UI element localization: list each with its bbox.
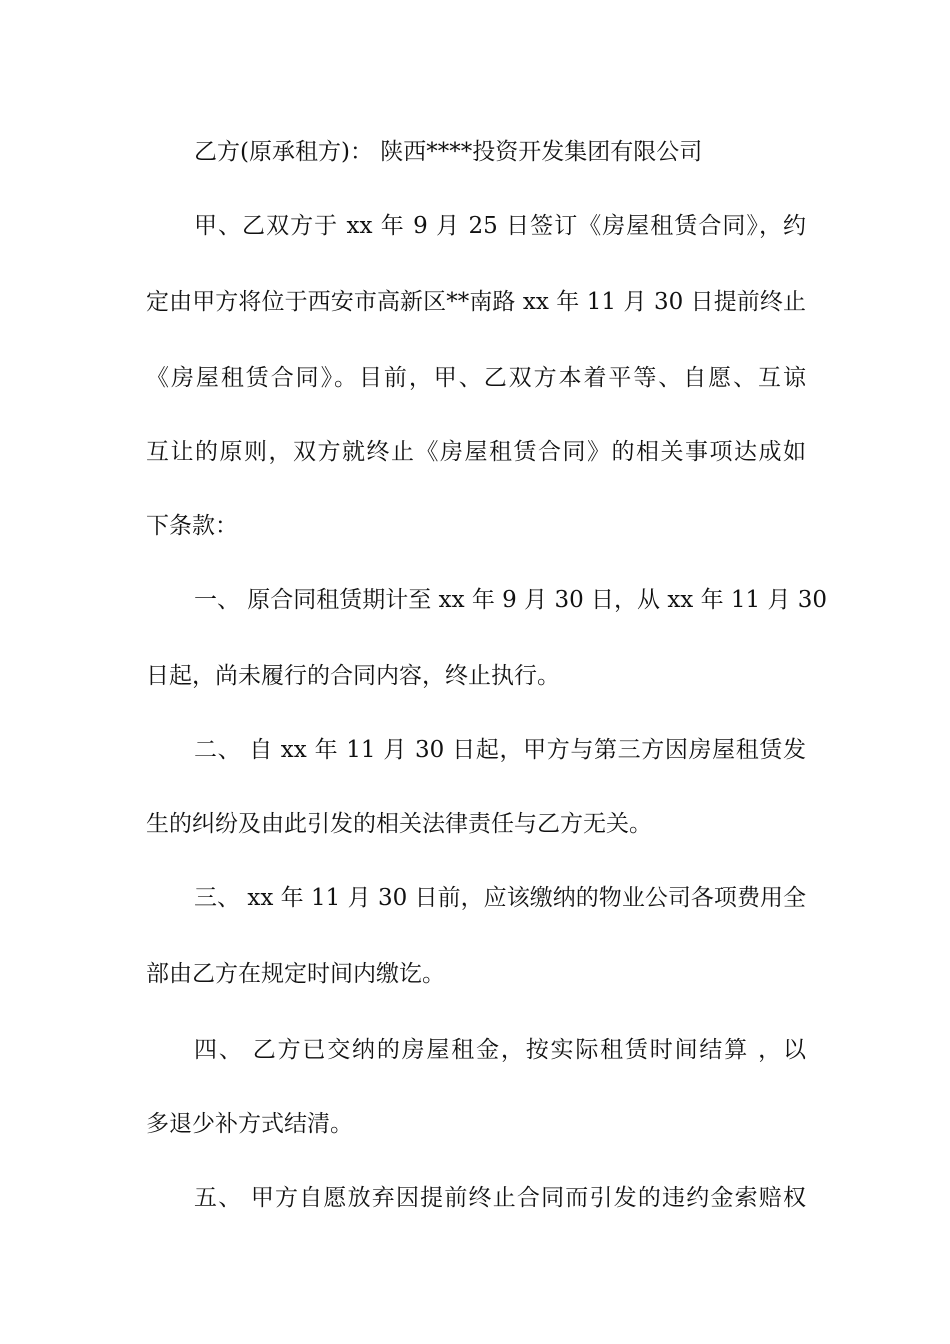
clause-1-line: 一、 原合同租赁期计至 xx 年 9 月 30 日，从 xx 年 11 月 30 (194, 587, 828, 613)
party-b-line: 乙方(原承租方)： 陕西****投资开发集团有限公司 (194, 139, 703, 165)
clause-1-line: 日起，尚未履行的合同内容，终止执行。 (146, 663, 560, 689)
clause-2-line: 二、 自 xx 年 11 月 30 日起，甲方与第三方因房屋租赁发 (194, 737, 806, 763)
clause-3-line: 部由乙方在规定时间内缴讫。 (146, 961, 445, 987)
paragraph-line: 定由甲方将位于西安市高新区**南路 xx 年 11 月 30 日提前终止 (146, 289, 806, 315)
clause-4-line: 多退少补方式结清。 (146, 1111, 353, 1137)
paragraph-line: 下条款： (146, 513, 238, 539)
clause-5-line: 五、 甲方自愿放弃因提前终止合同而引发的违约金索赔权 (194, 1185, 806, 1211)
paragraph-line: 《房屋租赁合同》。目前，甲、乙双方本着平等、自愿、互谅 (146, 365, 806, 391)
paragraph-line: 互让的原则，双方就终止《房屋租赁合同》的相关事项达成如 (146, 439, 806, 465)
clause-2-line: 生的纠纷及由此引发的相关法律责任与乙方无关。 (146, 811, 652, 837)
paragraph-line: 甲、乙双方于 xx 年 9 月 25 日签订《房屋租赁合同》，约 (194, 213, 806, 239)
clause-3-line: 三、 xx 年 11 月 30 日前，应该缴纳的物业公司各项费用全 (194, 885, 806, 911)
clause-4-line: 四、 乙方已交纳的房屋租金，按实际租赁时间结算 ，以 (194, 1037, 806, 1063)
